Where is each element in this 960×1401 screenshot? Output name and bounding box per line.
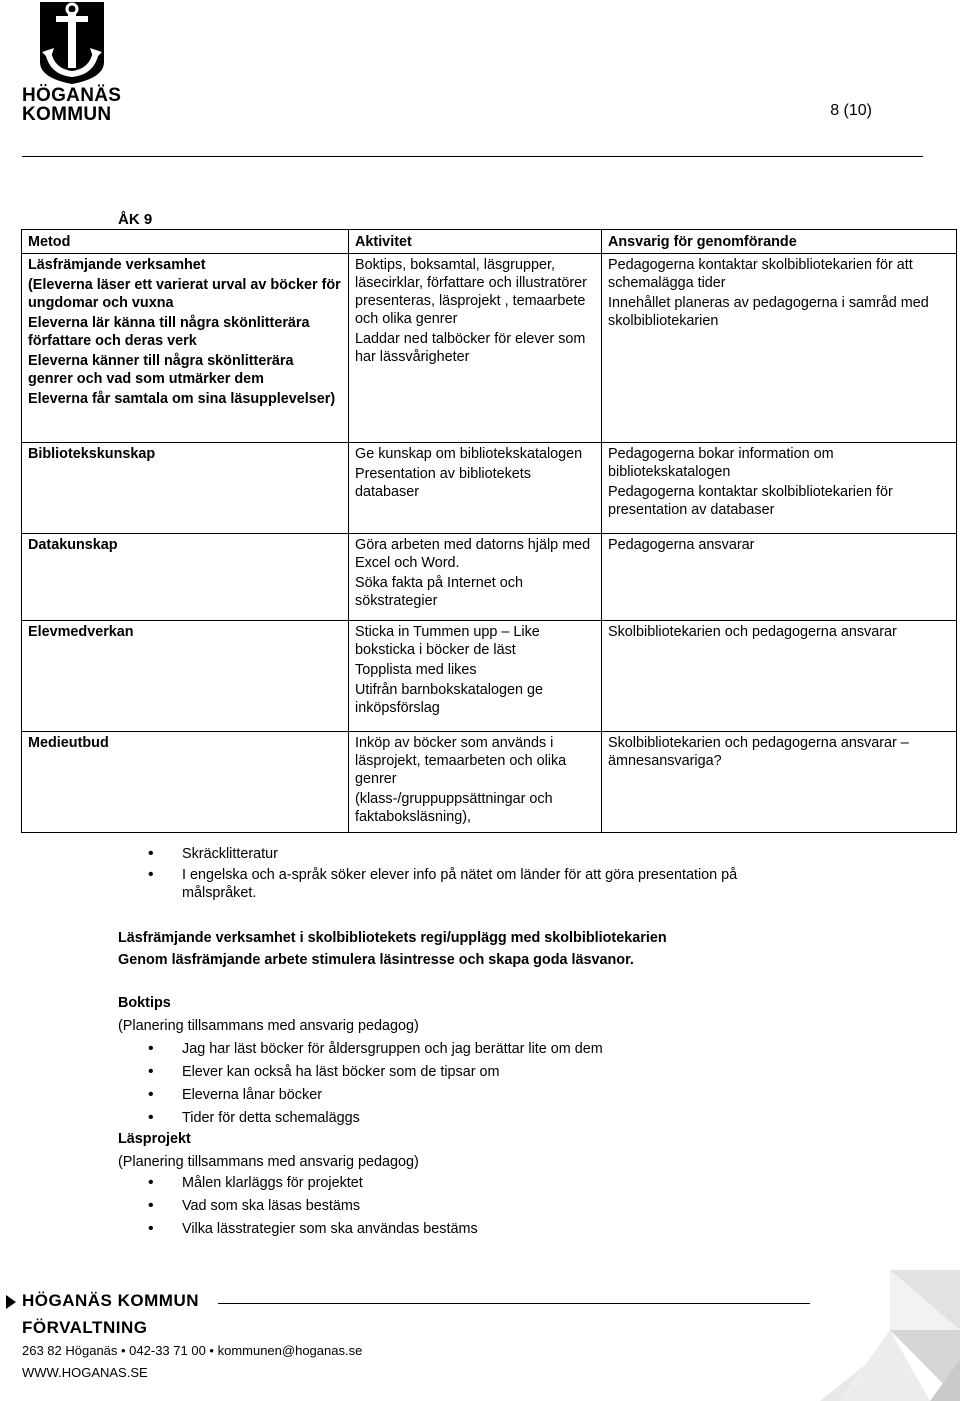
cell-responsible bbox=[602, 732, 957, 833]
activity-text: Söka fakta på Internet och sökstrategier bbox=[355, 575, 524, 609]
footer-contact: 263 82 Höganäs • 042-33 71 00 • kommunen@hoganas.se bbox=[22, 1343, 363, 1358]
cell-activity bbox=[349, 534, 602, 621]
responsible-text: Pedagogerna bokar information om bibliotekskatalogen bbox=[608, 446, 834, 480]
method-detail: (Eleverna läser ett varierat urval av böcker för ungdomar och vuxna bbox=[28, 277, 341, 311]
activity-text: Boktips, boksamtal, läsgrupper, läsecirklar, författare och illustratörer presenteras, läsprojekt , temaarbete och olika genrer bbox=[355, 257, 587, 327]
activity-text: Topplista med likes bbox=[355, 662, 477, 678]
logo-wordmark bbox=[22, 86, 121, 124]
lasprojekt-list bbox=[148, 1174, 808, 1243]
activity-text: Utifrån barnbokskatalogen ge inköpsförslag bbox=[355, 682, 543, 716]
cell-method bbox=[22, 443, 349, 534]
boktips-list bbox=[148, 1040, 808, 1132]
responsible-text: Skolbibliotekarien och pedagogerna ansvarar bbox=[608, 624, 897, 640]
activity-text: Sticka in Tummen upp – Like boksticka i böcker de läst bbox=[355, 624, 540, 658]
header-divider bbox=[22, 156, 923, 157]
footer-website: WWW.HOGANAS.SE bbox=[22, 1365, 148, 1380]
cell-activity bbox=[349, 621, 602, 732]
logo-text-line1: HÖGANÄS bbox=[22, 85, 122, 106]
lasprojekt-subtitle: (Planering tillsammans med ansvarig pedagog) bbox=[118, 1154, 419, 1170]
grade-heading: ÅK 9 bbox=[118, 211, 153, 228]
table-row bbox=[22, 534, 957, 621]
method-title: Datakunskap bbox=[28, 537, 118, 553]
boktips-title: Boktips bbox=[118, 995, 171, 1011]
responsible-text: Innehållet planeras av pedagogerna i samråd med skolbibliotekarien bbox=[608, 295, 929, 329]
activity-text: Laddar ned talböcker för elever som har lässvårigheter bbox=[355, 331, 586, 365]
summary-line2: Genom läsfrämjande arbete stimulera läsintresse och skapa goda läsvanor. bbox=[118, 952, 634, 968]
list-item: • I engelska och a-språk söker elever info på nätet om länder för att göra presentation på målspråket. bbox=[148, 866, 808, 902]
arrow-right-icon bbox=[4, 1294, 18, 1310]
table-row bbox=[22, 732, 957, 833]
list-item: • Tider för detta schemaläggs bbox=[148, 1109, 808, 1127]
activity-text: Presentation av bibliotekets databaser bbox=[355, 466, 531, 500]
cell-activity bbox=[349, 443, 602, 534]
list-item: • Eleverna lånar böcker bbox=[148, 1086, 808, 1104]
table-row bbox=[22, 254, 957, 443]
responsible-text: Skolbibliotekarien och pedagogerna ansvarar – ämnesansvariga? bbox=[608, 735, 909, 769]
responsible-text: Pedagogerna ansvarar bbox=[608, 537, 755, 553]
cell-activity bbox=[349, 732, 602, 833]
cell-responsible bbox=[602, 534, 957, 621]
page-number: 8 (10) bbox=[830, 102, 872, 119]
column-header-method: Metod bbox=[22, 230, 349, 254]
activity-text: Inköp av böcker som används i läsprojekt, temaarbeten och olika genrer bbox=[355, 735, 567, 787]
list-item: • Vad som ska läsas bestäms bbox=[148, 1197, 808, 1215]
method-detail: Eleverna känner till några skönlitterära genrer och vad som utmärker dem bbox=[28, 353, 294, 387]
summary-line1: Läsfrämjande verksamhet i skolbibliotekets regi/upplägg med skolbibliotekarien bbox=[118, 930, 667, 946]
table-row bbox=[22, 443, 957, 534]
cell-method bbox=[22, 732, 349, 833]
footer-divider bbox=[218, 1303, 810, 1304]
list-item: • Vilka lässtrategier som ska användas bestäms bbox=[148, 1220, 808, 1238]
table-row bbox=[22, 621, 957, 732]
activity-text: (klass-/gruppuppsättningar och faktaboksläsning), bbox=[355, 791, 553, 825]
method-title: Medieutbud bbox=[28, 735, 109, 751]
plan-table bbox=[21, 229, 957, 833]
cell-method bbox=[22, 534, 349, 621]
footer-org: HÖGANÄS KOMMUN bbox=[22, 1291, 199, 1310]
column-header-activity: Aktivitet bbox=[349, 230, 602, 254]
method-title: Bibliotekskunskap bbox=[28, 446, 156, 462]
logo-text-line2: KOMMUN bbox=[22, 104, 112, 125]
boktips-subtitle: (Planering tillsammans med ansvarig pedagog) bbox=[118, 1018, 419, 1034]
list-item: • Jag har läst böcker för åldersgruppen och jag berättar lite om dem bbox=[148, 1040, 808, 1058]
column-header-responsible: Ansvarig för genomförande bbox=[602, 230, 957, 254]
decorative-triangle-pattern-icon bbox=[820, 1270, 960, 1401]
extra-activities-list bbox=[148, 845, 808, 905]
responsible-text: Pedagogerna kontaktar skolbibliotekarien för att schemalägga tider bbox=[608, 257, 913, 291]
list-item: • Skräcklitteratur bbox=[148, 845, 808, 863]
method-title: Läsfrämjande verksamhet bbox=[28, 257, 206, 273]
method-detail: Eleverna får samtala om sina läsupplevelser) bbox=[28, 391, 336, 407]
lasprojekt-title: Läsprojekt bbox=[118, 1131, 191, 1147]
table-header-row bbox=[22, 230, 957, 254]
list-item: • Målen klarläggs för projektet bbox=[148, 1174, 808, 1192]
footer-dept: FÖRVALTNING bbox=[22, 1318, 148, 1337]
list-item: • Elever kan också ha läst böcker som de tipsar om bbox=[148, 1063, 808, 1081]
responsible-text: Pedagogerna kontaktar skolbibliotekarien för presentation av databaser bbox=[608, 484, 893, 518]
cell-activity bbox=[349, 254, 602, 443]
cell-method bbox=[22, 254, 349, 443]
cell-responsible bbox=[602, 254, 957, 443]
activity-text: Göra arbeten med datorns hjälp med Excel och Word. bbox=[355, 537, 591, 571]
method-title: Elevmedverkan bbox=[28, 624, 134, 640]
method-detail: Eleverna lär känna till några skönlitterära författare och deras verk bbox=[28, 315, 310, 349]
cell-method bbox=[22, 621, 349, 732]
cell-responsible bbox=[602, 621, 957, 732]
cell-responsible bbox=[602, 443, 957, 534]
activity-text: Ge kunskap om bibliotekskatalogen bbox=[355, 446, 583, 462]
